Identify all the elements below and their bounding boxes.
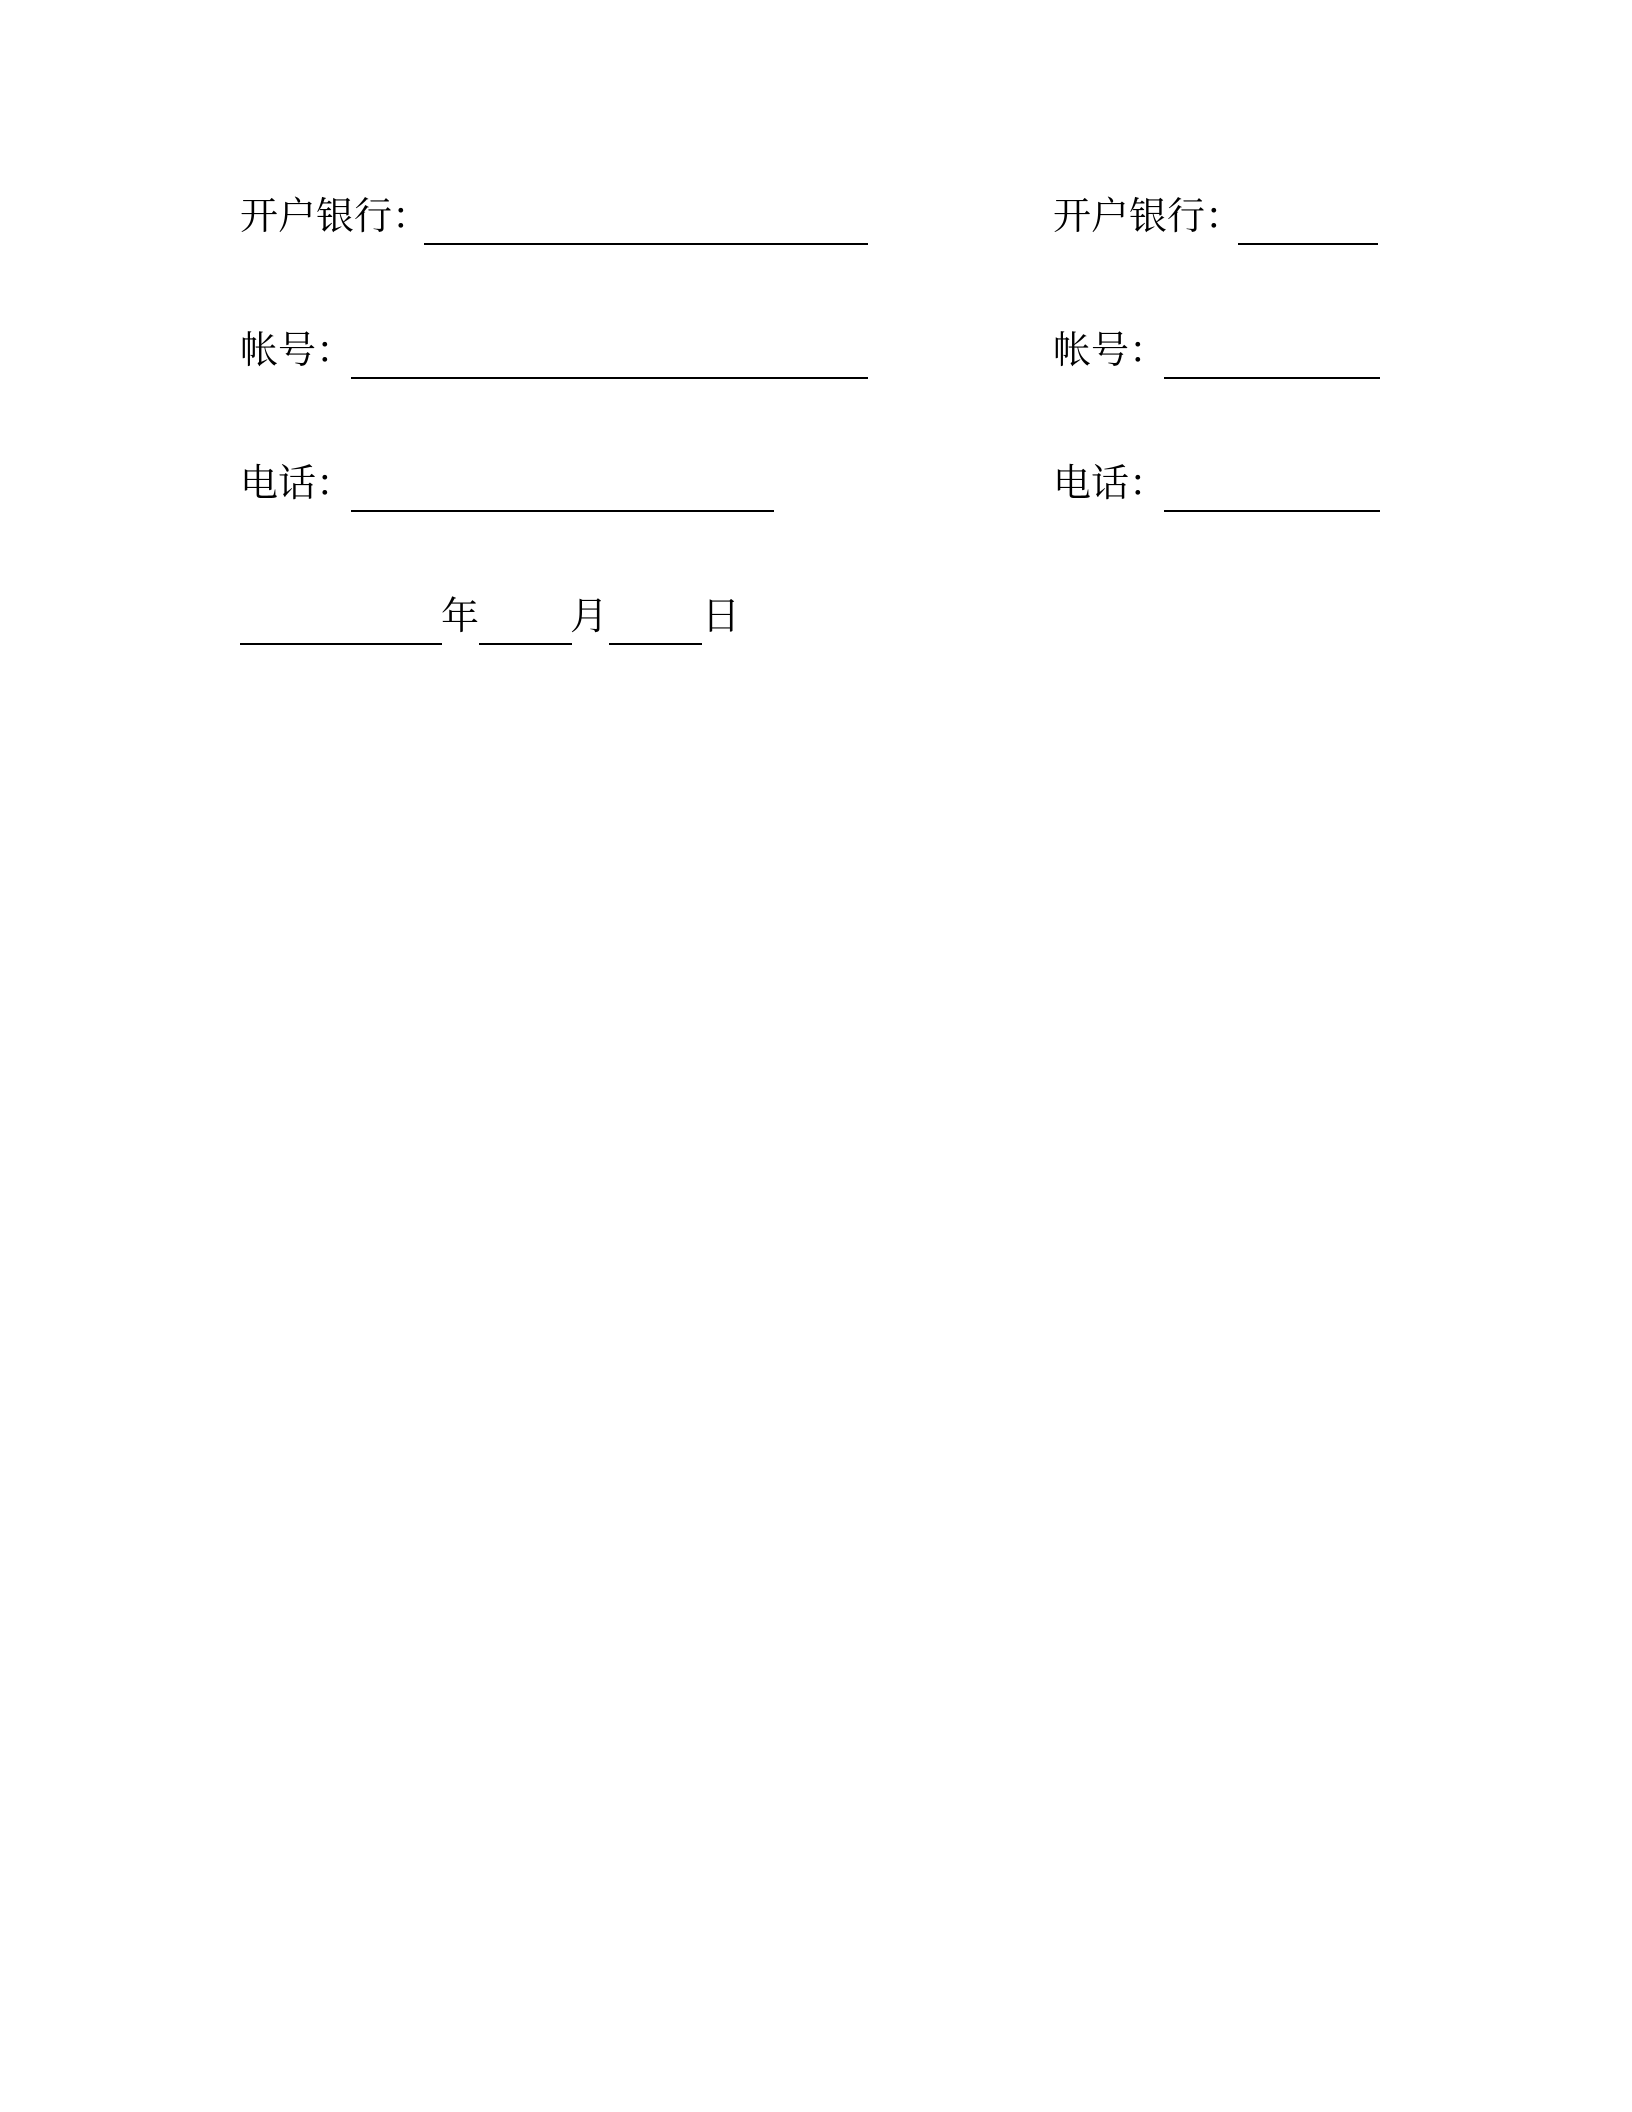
date-day-label: 日 bbox=[702, 594, 741, 638]
date-day-field[interactable] bbox=[609, 643, 702, 645]
right-account-field[interactable] bbox=[1164, 377, 1380, 379]
date-month-field[interactable] bbox=[479, 643, 572, 645]
left-bank-field[interactable] bbox=[424, 243, 868, 245]
date-year-label: 年 bbox=[441, 594, 480, 638]
left-account-label: 帐号： bbox=[240, 328, 355, 372]
left-bank-label: 开户银行： bbox=[240, 194, 431, 238]
right-phone-field[interactable] bbox=[1164, 510, 1380, 512]
date-year-field[interactable] bbox=[240, 643, 442, 645]
date-month-label: 月 bbox=[570, 594, 609, 638]
right-account-label: 帐号： bbox=[1053, 328, 1168, 372]
left-phone-label: 电话： bbox=[240, 461, 355, 505]
left-phone-field[interactable] bbox=[351, 510, 774, 512]
left-account-field[interactable] bbox=[351, 377, 868, 379]
right-bank-label: 开户银行： bbox=[1053, 194, 1244, 238]
right-bank-field[interactable] bbox=[1238, 243, 1378, 245]
right-phone-label: 电话： bbox=[1053, 461, 1168, 505]
